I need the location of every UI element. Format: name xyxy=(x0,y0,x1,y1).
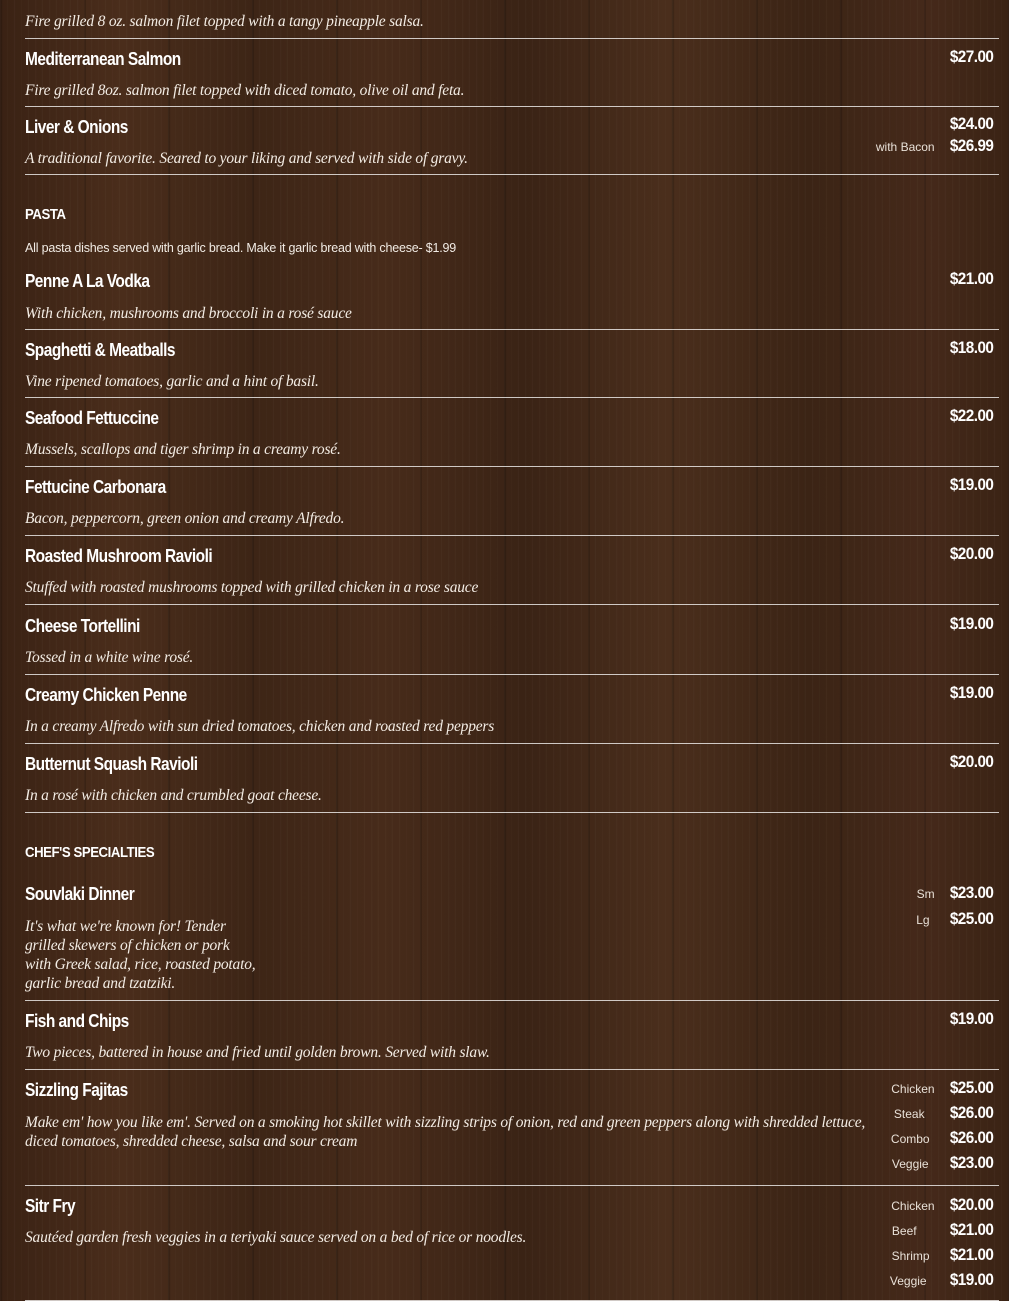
item-name: Butternut Squash Ravioli xyxy=(25,754,198,774)
price: $21.00 xyxy=(949,1245,993,1264)
price-list xyxy=(945,1009,993,1034)
item-name: Souvlaki Dinner xyxy=(25,884,135,904)
price: $21.00 xyxy=(949,1220,993,1239)
item-description: Stuffed with roasted mushrooms topped with grilled chicken in a rose sauce xyxy=(25,579,479,596)
price-list xyxy=(945,47,993,72)
price: $18.00 xyxy=(949,338,993,357)
price-label: Beef xyxy=(891,1224,917,1238)
price: $19.00 xyxy=(949,614,993,633)
price-label: Veggie xyxy=(891,1157,929,1171)
price: $25.00 xyxy=(949,909,993,928)
section-header-chef-specialties xyxy=(25,813,999,870)
item-description: In a rosé with chicken and crumbled goat cheese. xyxy=(25,787,322,804)
menu-content xyxy=(25,0,999,1301)
price: $26.00 xyxy=(949,1128,993,1147)
item-description: In a creamy Alfredo with sun dried tomatoes, chicken and roasted red peppers xyxy=(25,718,495,735)
item-description: With chicken, mushrooms and broccoli in a rosé sauce xyxy=(25,305,352,322)
item-name: Creamy Chicken Penne xyxy=(25,685,187,705)
price: $19.00 xyxy=(949,1270,993,1289)
item-description: Fire grilled 8oz. salmon filet topped with diced tomato, olive oil and feta. xyxy=(25,82,465,99)
item-name: Cheese Tortellini xyxy=(25,616,140,636)
item-name: Liver & Onions xyxy=(25,117,128,137)
menu-item xyxy=(25,744,999,813)
item-description: Fire grilled 8 oz. salmon filet topped with a tangy pineapple salsa. xyxy=(25,13,424,30)
menu-item xyxy=(25,1070,999,1186)
price: $21.00 xyxy=(949,269,993,288)
menu-item xyxy=(25,259,999,330)
price-label: Shrimp xyxy=(891,1249,930,1263)
price-label: Veggie xyxy=(889,1274,927,1288)
price: $23.00 xyxy=(949,883,993,902)
price-label: with Bacon xyxy=(875,140,935,154)
section-note: All pasta dishes served with garlic bread. Make it garlic bread with cheese- $1.99 xyxy=(25,241,457,255)
price: $20.00 xyxy=(949,1195,993,1214)
price-label: Chicken xyxy=(891,1199,935,1213)
item-description: Make em' how you like em'. Served on a smoking hot skillet with sizzling strips of onion, red and green peppers along with shredded lettuce, diced tomatoes, shredded cheese, salsa and sour cream xyxy=(25,1114,866,1150)
price-list xyxy=(891,1078,993,1178)
description-line: with Greek salad, rice, roasted potato, xyxy=(25,956,256,973)
item-name: Fish and Chips xyxy=(25,1011,129,1031)
description-line: garlic bread and tzatziki. xyxy=(25,975,176,992)
menu-item xyxy=(25,0,999,39)
item-name: Roasted Mushroom Ravioli xyxy=(25,546,213,566)
item-description: Vine ripened tomatoes, garlic and a hint of basil. xyxy=(25,373,319,390)
price: $23.00 xyxy=(949,1153,993,1172)
item-description: Bacon, peppercorn, green onion and creamy Alfredo. xyxy=(25,510,345,527)
price-list xyxy=(890,1195,993,1295)
price-list xyxy=(945,406,993,431)
item-description xyxy=(25,917,255,993)
price-list xyxy=(945,269,993,294)
section-title: PASTA xyxy=(25,206,66,223)
price-label: Sm xyxy=(916,887,935,901)
item-name: Mediterranean Salmon xyxy=(25,49,181,69)
menu-item xyxy=(25,107,999,175)
price: $19.00 xyxy=(949,1009,993,1028)
item-name: Seafood Fettuccine xyxy=(25,408,159,428)
price-list xyxy=(945,614,993,639)
menu-item xyxy=(25,330,999,398)
item-name: Fettucine Carbonara xyxy=(25,477,166,497)
price: $20.00 xyxy=(949,752,993,771)
price: $27.00 xyxy=(949,47,993,66)
price-list xyxy=(945,475,993,500)
item-name: Penne A La Vodka xyxy=(25,271,150,291)
menu-item xyxy=(25,1001,999,1070)
item-name: Spaghetti & Meatballs xyxy=(25,340,176,360)
price-list xyxy=(945,544,993,569)
section-title: CHEF'S SPECIALTIES xyxy=(25,844,155,861)
price-list xyxy=(945,338,993,363)
price: $24.00 xyxy=(949,114,993,133)
menu-item xyxy=(25,467,999,536)
price-list xyxy=(916,883,993,935)
price: $25.00 xyxy=(949,1078,993,1097)
price: $20.00 xyxy=(949,544,993,563)
price-label: Steak xyxy=(893,1107,925,1121)
price: $19.00 xyxy=(949,475,993,494)
menu-item xyxy=(25,398,999,467)
price-list xyxy=(876,114,993,158)
menu-item xyxy=(25,675,999,744)
price: $19.00 xyxy=(949,683,993,702)
item-description: Sautéed garden fresh veggies in a teriyaki sauce served on a bed of rice or noodles. xyxy=(25,1229,527,1246)
menu-item xyxy=(25,605,999,675)
description-line: grilled skewers of chicken or pork xyxy=(25,937,230,954)
menu-item xyxy=(25,39,999,107)
price-label: Lg xyxy=(916,913,930,927)
item-name: Sizzling Fajitas xyxy=(25,1080,128,1100)
section-header-pasta xyxy=(25,175,999,259)
item-description: Mussels, scallops and tiger shrimp in a creamy rosé. xyxy=(25,441,341,458)
item-description: Two pieces, battered in house and fried until golden brown. Served with slaw. xyxy=(25,1044,490,1061)
item-name: Sitr Fry xyxy=(25,1196,76,1216)
item-description: A traditional favorite. Seared to your liking and served with side of gravy. xyxy=(25,150,468,167)
price-label: Chicken xyxy=(891,1082,935,1096)
description-line: It's what we're known for! Tender xyxy=(25,918,226,935)
menu-item xyxy=(25,1186,999,1301)
price: $22.00 xyxy=(949,406,993,425)
price-label: Combo xyxy=(890,1132,930,1146)
price: $26.00 xyxy=(949,1103,993,1122)
item-description: Tossed in a white wine rosé. xyxy=(25,649,194,666)
menu-item xyxy=(25,870,999,1001)
price: $26.99 xyxy=(949,136,993,155)
price-list xyxy=(945,683,993,708)
price-list xyxy=(945,752,993,777)
menu-item xyxy=(25,536,999,605)
